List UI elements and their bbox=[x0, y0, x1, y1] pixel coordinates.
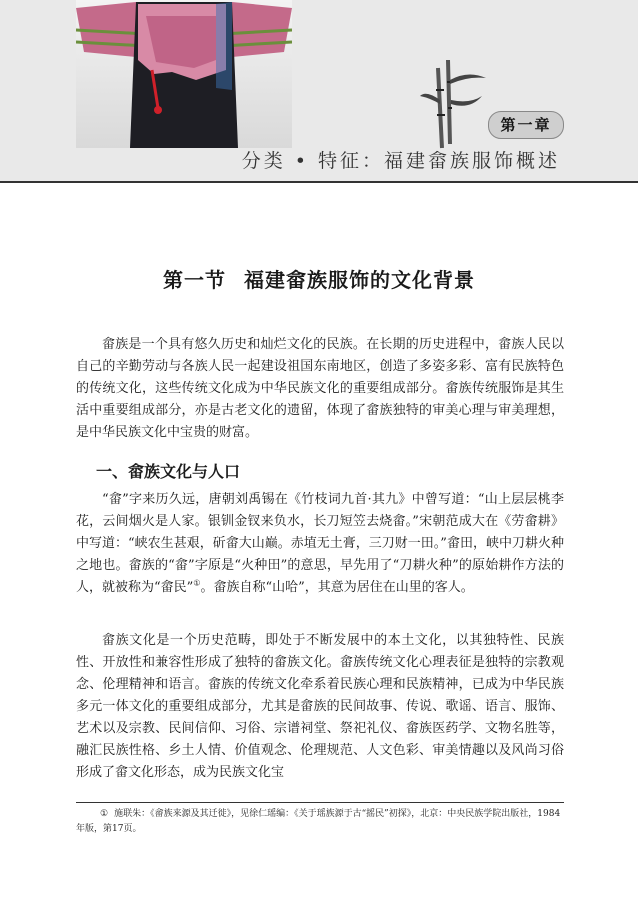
footnote-mark: ① bbox=[100, 809, 109, 819]
body-paragraph-1: 畲族是一个具有悠久历史和灿烂文化的民族。在长期的历史进程中，畲族人民以自己的辛勤劳动与各族人民一起建设祖国东南地区，创造了多姿多彩、富有民族特色的传统文化，这些传统文化成为中华民族文化的重要组成部分。畲族传统服饰是其生活中重要组成部分，亦是古老文化的遗留，体现了畲族独特的审美心理与审美理想，是中华民族文化中宝贵的财富。 bbox=[76, 337, 564, 440]
costume-photo bbox=[76, 0, 292, 148]
paragraph-2-text-end: 。畲族自称“山哈”，其意为居住在山里的客人。 bbox=[200, 580, 474, 595]
section-heading bbox=[0, 264, 638, 293]
paragraph-2-text: “畲”字来历久远，唐朝刘禹锡在《竹枝词九首·其九》中曾写道：“山上层层桃李花，云间烟火是人家。银钏金钗来负水，长刀短笠去烧畲。”宋朝范成大在《劳畲耕》中写道：“峡农生甚艰，斫畲大山巅。赤埴无土膏，三刀财一田。”畲田，峡中刀耕火种之地也。畲族的“畲”字原是“火种田”的意思，早先用了“刀耕火种”的原始耕作方法的人，就被称为“畲民” bbox=[76, 492, 564, 595]
bamboo-decoration bbox=[420, 60, 490, 150]
section-title: 福建畲族服饰的文化背景 bbox=[244, 268, 475, 292]
body-paragraph-2 bbox=[76, 489, 564, 599]
chapter-label: 第一章 bbox=[488, 111, 564, 139]
footnote-divider bbox=[76, 802, 564, 803]
chapter-subtitle: 分类 • 特征：福建畲族服饰概述 bbox=[241, 150, 560, 172]
section-number: 第一节 bbox=[163, 268, 226, 292]
she-costume-illustration bbox=[76, 0, 292, 148]
chapter-header-band bbox=[0, 0, 638, 183]
footnote-reference[interactable]: ① bbox=[193, 578, 201, 588]
footnote-text: 施联朱：《畲族来源及其迁徙》，见徐仁瑶编：《关于瑶族源于古“摇民”初探》，北京：中央民族学院出版社，1984年版，第17页。 bbox=[76, 809, 561, 834]
footnote bbox=[76, 807, 564, 837]
subheading: 一、畲族文化与人口 bbox=[96, 462, 241, 481]
body-paragraph-3: 畲族文化是一个历史范畴，即处于不断发展中的本土文化，以其独特性、民族性、开放性和兼容性形成了独特的畲族文化。畲族传统文化心理表征是独特的宗教观念、伦理精神和语言。畲族的传统文化牵系着民族心理和民族精神，已成为中华民族多元一体文化的重要组成部分，尤其是畲族的民间故事、传说、歌谣、语言、服饰、艺术以及宗教、民间信仰、习俗、宗谱祠堂、祭祀礼仪、畲族医药学、文物名胜等，融汇民族性格、乡土人情、价值观念、伦理规范、人文色彩、审美情趣以及风尚习俗形成了畲文化形态，成为民族文化宝 bbox=[76, 633, 564, 780]
